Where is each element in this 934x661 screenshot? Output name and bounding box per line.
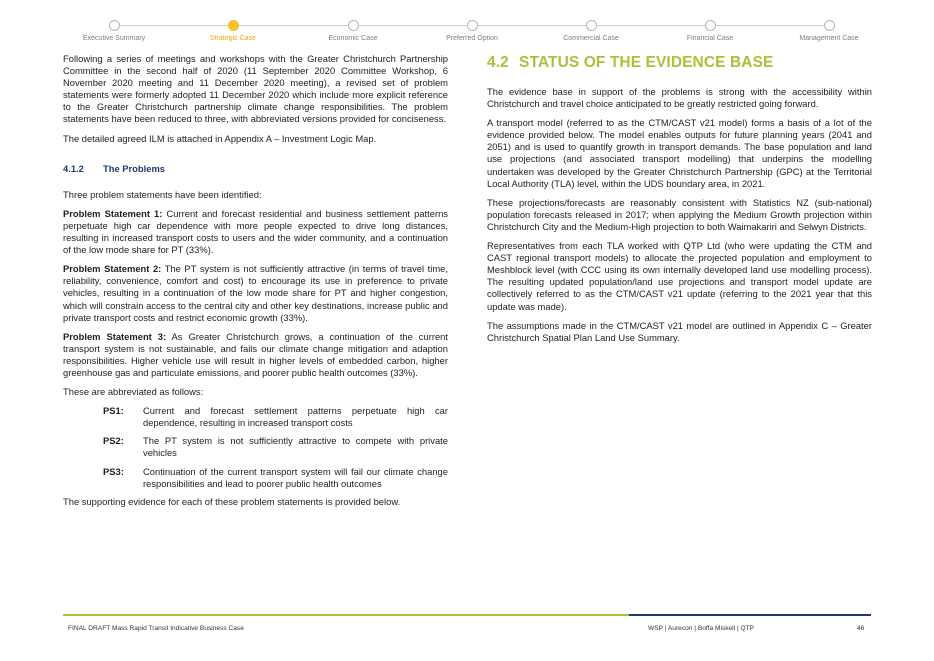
- subsection-number: 4.1.2: [63, 162, 84, 174]
- problem-statement-3: [63, 331, 448, 379]
- evidence-paragraph-3: These projections/forecasts are reasonably consistent with Statistics NZ (sub-national) population forecasts released in 2017; when applying the Medium Growth projection within Christchurch City and the Medium-High projection to both Waimakariri and Selwyn Districts.: [487, 196, 872, 232]
- abbreviation-key: PS1:: [103, 405, 124, 417]
- abbreviation-row: [63, 466, 448, 490]
- problem-label: Problem Statement 2:: [63, 263, 162, 275]
- nav-step-executive-summary[interactable]: [54, 17, 174, 42]
- abbreviation-key: PS3:: [103, 465, 124, 477]
- abbreviation-text: Continuation of the current transport system will fail our climate change responsibilities and lead to poorer public health outcomes: [143, 465, 448, 489]
- nav-step-label: Economic Case: [328, 35, 378, 42]
- intro-paragraph: Following a series of meetings and workshops with the Greater Christchurch Partnership Committee in the second half of 2020 (11 September 2020 Committee Workshop, 6 November 2020 meeting and 11 December 2020 meeting), a revised set of problem statements were formerly adopted 11 December 2020 which include more explicit reference to the Greater Christchurch partnership climate change responsibilities. The problem statements have been reduced to three, with abbreviated versions provided for conciseness.: [63, 53, 448, 125]
- step-dot-icon: [109, 20, 120, 31]
- problem-text: As Greater Christchurch grows, a continuation of the current transport system is not sustainable, and fails our climate change mitigation and adaption responsibilities. Higher vehicle use will result in higher levels of embedded carbon, higher greenhouse gas and particulate emissions, and poorer public health outcomes (33%).: [63, 330, 448, 378]
- abbreviation-intro: These are abbreviated as follows:: [63, 386, 204, 398]
- nav-step-management-case[interactable]: [769, 17, 889, 42]
- abbreviation-key: PS2:: [103, 435, 124, 447]
- step-dot-icon: [467, 20, 478, 31]
- evidence-paragraph-2: A transport model (referred to as the CTM/CAST v21 model) forms a basis of a lot of the evidence provided below. The model enables outputs for future planning years (2041 and 2051) and is used to quantify growth in transport demands. The base population and land use projections (and associated transport modelling) that underpins the modelling undertaken was developed by the Greater Christchurch Partnership (GPC) at the Territorial Local Authority (TLA) level, within the UDS boundary area, in 2021.: [487, 117, 872, 189]
- footer-accent-bar: [629, 614, 871, 616]
- step-dot-icon: [824, 20, 835, 31]
- right-column: [487, 53, 872, 351]
- problem-text: The PT system is not sufficiently attractive (in terms of travel time, reliability, convenience, comfort and cost) to encourage its use in preference to private vehicles, resulting in a continuation of the low mode share for PT and higher congestion, which will constrain access to the central city and other key destinations, increase public and private transport costs and restrict economic growth (33%).: [63, 263, 448, 323]
- section-title: STATUS OF THE EVIDENCE BASE: [519, 54, 774, 71]
- evidence-paragraph-1: The evidence base in support of the problems is strong with the accessibility within Christchurch and travel choice anticipated to be greatly restricted going forward.: [487, 86, 872, 110]
- step-dot-icon: [586, 20, 597, 31]
- nav-step-preferred-option[interactable]: [412, 17, 532, 42]
- abbreviation-row: [63, 435, 448, 459]
- problem-label: Problem Statement 1:: [63, 207, 163, 219]
- section-heading: [487, 54, 872, 71]
- subsection-heading: [63, 163, 448, 175]
- ilm-reference-paragraph: The detailed agreed ILM is attached in Appendix A – Investment Logic Map.: [63, 132, 377, 144]
- nav-step-economic-case[interactable]: [293, 17, 413, 42]
- abbreviation-row: [63, 405, 448, 429]
- abbreviation-text: The PT system is not sufficiently attractive to compete with private vehicles: [143, 435, 448, 459]
- nav-step-financial-case[interactable]: [650, 17, 770, 42]
- section-number: 4.2: [487, 54, 509, 71]
- nav-step-label: Executive Summary: [82, 35, 146, 42]
- nav-step-label: Strategic Case: [210, 35, 256, 42]
- footer-document-title: FINAL DRAFT Mass Rapid Transit Indicative Business Case: [68, 625, 244, 632]
- problem-label: Problem Statement 3:: [63, 330, 167, 342]
- page-number: 46: [857, 625, 865, 632]
- abbreviation-text: Current and forecast settlement patterns perpetuate high car dependence, resulting in increased transport costs: [143, 405, 448, 429]
- step-dot-icon: [228, 20, 239, 31]
- evidence-paragraph-4: Representatives from each TLA worked with QTP Ltd (who were updating the CTM and CAST regional transport models) to allocate the projected population and employment to Meshblock level (with CCC using its own internally developed land use modelling process). The resulting updated population/land use projections and transport model update are collectively referred to as the CTM/CAST v21 update (referring to the 2021 year that this update was made).: [487, 240, 872, 312]
- evidence-paragraph-5: The assumptions made in the CTM/CAST v21 model are outlined in Appendix C – Greater Christchurch Spatial Plan Land Use Summary.: [487, 319, 872, 343]
- closing-paragraph: The supporting evidence for each of these problem statements is provided below.: [63, 495, 401, 507]
- nav-step-label: Commercial Case: [563, 35, 619, 42]
- nav-step-label: Financial Case: [686, 35, 734, 42]
- problem-statement-1: [63, 208, 448, 256]
- nav-step-strategic-case[interactable]: [173, 17, 293, 42]
- nav-step-label: Preferred Option: [446, 35, 498, 42]
- case-progress-nav: [68, 17, 868, 47]
- left-column: [63, 53, 448, 515]
- nav-step-label: Management Case: [799, 35, 859, 42]
- problems-intro: Three problem statements have been identified:: [63, 188, 262, 200]
- problem-statement-2: [63, 263, 448, 323]
- step-dot-icon: [348, 20, 359, 31]
- step-dot-icon: [705, 20, 716, 31]
- problem-text: Current and forecast residential and business settlement patterns perpetuate high car dependence with more people expected to drive long distances, resulting in increased transport costs to users and the wider community, and a continuation of the low mode share for PT (33%).: [63, 207, 448, 256]
- nav-step-commercial-case[interactable]: [531, 17, 651, 42]
- subsection-title: The Problems: [103, 162, 165, 174]
- footer-authors: WSP | Aurecon | Boffa Miskell | QTP: [648, 625, 755, 632]
